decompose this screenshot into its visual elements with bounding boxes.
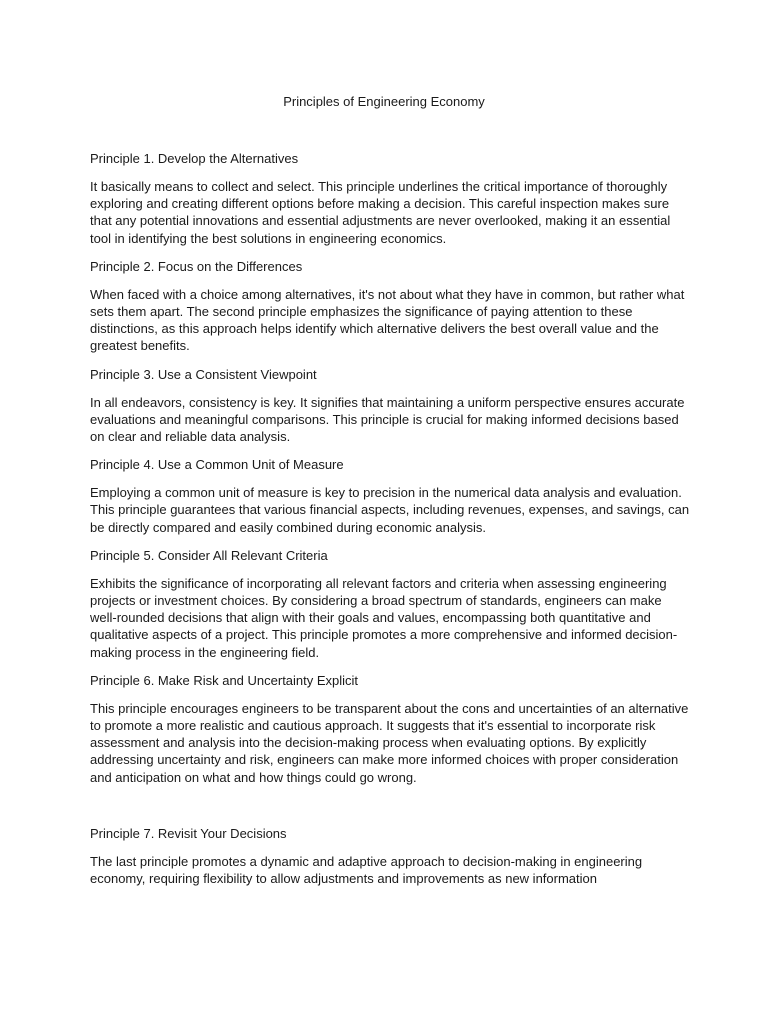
principle-3-text: In all endeavors, consistency is key. It signifies that maintaining a uniform perspective ensures accurate evaluations and meaningful comparisons. This principle is crucial for making informed decisions based on clear and reliable data analysis.	[90, 394, 685, 445]
principle-1-text: It basically means to collect and select. This principle underlines the critical importance of thoroughly exploring and creating different options before making a decision. This careful inspection makes sure that any potential innovations and essential adjustments are never overlooked, making it an essential tool in identifying the best solutions in engineering economics.	[90, 179, 671, 246]
principle-4-heading: Principle 4. Use a Common Unit of Measure	[90, 457, 344, 473]
principle-5-heading: Principle 5. Consider All Relevant Criteria	[90, 547, 328, 563]
section-spacer	[90, 797, 690, 825]
principle-5-text: Exhibits the significance of incorporating all relevant factors and criteria when assessing engineering projects or investment choices. By considering a broad spectrum of standards, engineers can make well-rounded decisions that align with their goals and values, encompassing both quantitative and qualitative aspects of a project. This principle promotes a more comprehensive and informed decision-making process in the engineering field.	[90, 575, 678, 660]
principle-1-heading: Principle 1. Develop the Alternatives	[90, 151, 299, 166]
principle-2-text: When faced with a choice among alternatives, it's not about what they have in common, but rather what sets them apart. The second principle emphasizes the significance of paying attention to these distinctions, as this approach helps identify which alternative delivers the best overall value and the greatest benefits.	[90, 286, 685, 354]
principle-3-heading: Principle 3. Use a Consistent Viewpoint	[90, 366, 317, 382]
principle-6-text: This principle encourages engineers to be transparent about the cons and uncertainties of an alternative to promote a more realistic and cautious approach. It suggests that it's essential to incorporate risk assessment and analysis into the decision-making process when evaluating options. By explicitly addressing uncertainty and risk, engineers can make more informed choices with proper consideration and anticipation on what and how things could go wrong.	[90, 700, 689, 785]
document-title: Principles of Engineering Economy	[283, 94, 485, 109]
document-body	[90, 150, 690, 898]
principle-7-text: The last principle promotes a dynamic and adaptive approach to decision-making in engineering economy, requiring flexibility to allow adjustments and improvements as new information	[90, 853, 643, 887]
principle-6-heading: Principle 6. Make Risk and Uncertainty Explicit	[90, 672, 359, 688]
principle-4-text: Employing a common unit of measure is key to precision in the numerical data analysis and evaluation. This principle guarantees that various financial aspects, including revenues, expenses, and savings, can be directly compared and easily combined during economic analysis.	[90, 485, 690, 535]
principle-7-heading: Principle 7. Revisit Your Decisions	[90, 825, 287, 841]
principle-2-heading: Principle 2. Focus on the Differences	[90, 258, 303, 274]
